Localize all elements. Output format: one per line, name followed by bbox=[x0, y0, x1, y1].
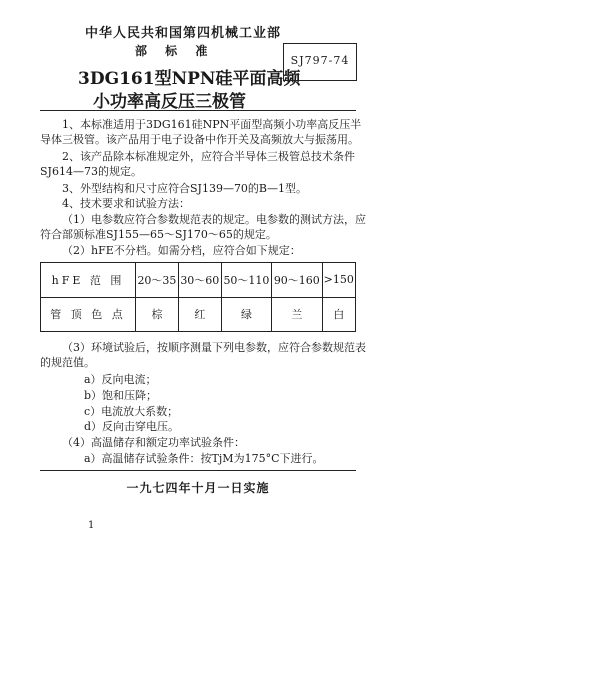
clause-3: 3、外型结构和尺寸应符合SJ139—70的B—1型。 bbox=[62, 182, 308, 195]
standard-number: SJ797-74 bbox=[290, 54, 350, 67]
color-dot-label: 管 顶 色 点 bbox=[41, 297, 136, 332]
clause-2-line1: 2、该产品除本标准规定外，应符合半导体三极管总技术条件 bbox=[62, 150, 355, 163]
list-item: b）饱和压降； bbox=[84, 389, 158, 402]
table-row bbox=[41, 263, 356, 298]
clause-1-line1: 1、本标准适用于3DG161硅NPN平面型高频小功率高反压半 bbox=[62, 118, 362, 131]
hfe-range-label: hFE 范 围 bbox=[41, 263, 136, 298]
clause-4: 4、技术要求和试验方法： bbox=[62, 197, 190, 210]
effective-date: 一九七四年十月一日实施 bbox=[126, 481, 270, 495]
document-title-line2: 小功率高反压三极管 bbox=[93, 92, 246, 112]
footer-rule bbox=[40, 470, 356, 471]
hfe-range-cell: 30～60 bbox=[178, 263, 221, 298]
list-item: a）反向电流； bbox=[84, 373, 157, 386]
hfe-classification-table bbox=[40, 262, 356, 332]
list-item: d）反向击穿电压。 bbox=[84, 420, 180, 433]
ministry-name: 中华人民共和国第四机械工业部 bbox=[85, 26, 282, 41]
color-dot-cell: 白 bbox=[322, 297, 356, 332]
clause-4-2: （2）hFE不分档。如需分档，应符合如下规定： bbox=[62, 244, 301, 257]
clause-2-line2: SJ614—73的规定。 bbox=[40, 165, 142, 178]
hfe-range-cell: 50～110 bbox=[221, 263, 271, 298]
clause-4-4: （4）高温储存和额定功率试验条件： bbox=[62, 436, 245, 449]
clause-4-4-a: a）高温储存试验条件：按TjM为175°C下进行。 bbox=[84, 452, 324, 465]
table-row bbox=[41, 297, 356, 332]
list-item: c）电流放大系数； bbox=[84, 405, 179, 418]
standard-number-box bbox=[283, 43, 357, 81]
color-dot-cell: 红 bbox=[178, 297, 221, 332]
standard-category: 部 标 准 bbox=[135, 44, 208, 58]
clause-4-3-line1: （3）环境试验后，按顺序测量下列电参数，应符合参数规范表 bbox=[62, 341, 366, 354]
document-title-line1: 3DG161型NPN硅平面高频 bbox=[78, 69, 301, 89]
color-dot-cell: 兰 bbox=[272, 297, 322, 332]
color-dot-cell: 棕 bbox=[136, 297, 179, 332]
clause-4-1-line1: （1）电参数应符合参数规范表的规定。电参数的测试方法，应 bbox=[62, 213, 366, 226]
hfe-range-cell: 20～35 bbox=[136, 263, 179, 298]
hfe-range-cell: 90～160 bbox=[272, 263, 322, 298]
clause-4-1-line2: 符合部颁标准SJ155—65～SJ170～65的规定。 bbox=[40, 228, 277, 241]
color-dot-cell: 绿 bbox=[221, 297, 271, 332]
clause-4-3-line2: 的规范值。 bbox=[40, 356, 95, 369]
hfe-range-cell: >150 bbox=[322, 263, 356, 298]
header-rule bbox=[40, 110, 356, 111]
clause-1-line2: 导体三极管。该产品用于电子设备中作开关及高频放大与振荡用。 bbox=[40, 133, 359, 146]
page-number: 1 bbox=[88, 520, 95, 531]
